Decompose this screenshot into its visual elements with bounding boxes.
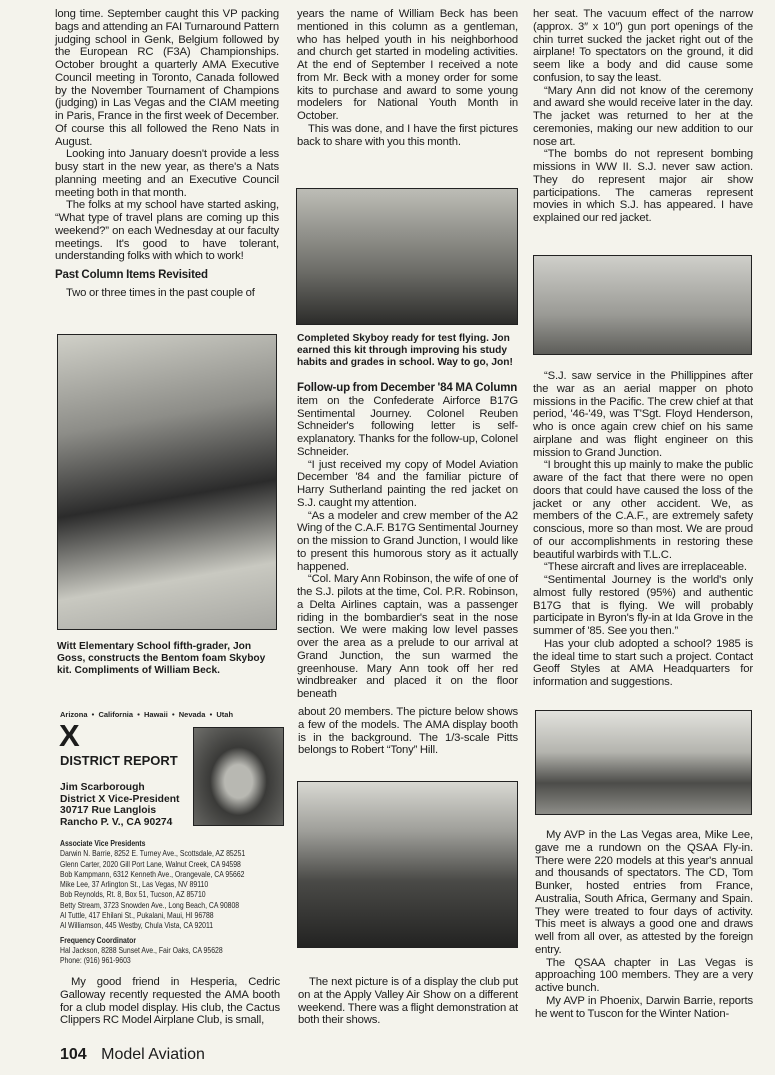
paragraph: Looking into January doesn't provide a less busy start in the new year, as there's a Nats planning meeting and an Executive Council meeting both in that month. [55,148,279,199]
paragraph: long time. September caught this VP packing bags and attending an FAI Turnaround Pattern judging school in Genk, Belgium followed by the European RC (F3A) Championships. October brought a quarterly AMA Executive Council meeting in Toronto, Canada followed by the November Tournament of Champions (judging) in Las Vegas and the CIAM meeting in Paris, France in the first week of December. Of course this all followed the Reno Nats in August. [55,8,279,148]
magazine-name: Model Aviation [101,1046,205,1063]
column-3-top-text [533,8,753,225]
photo-club-model-display [297,781,518,948]
column-3-bottom-text [535,829,753,1020]
paragraph: The folks at my school have started asking, “What type of travel plans are coming up this weekend?” on each Wednesday at our faculty meetings. It's good to have tolerant, understanding folks with which to work! [55,199,279,263]
paragraph: years the name of William Beck has been mentioned in this column as a gentleman, who has helped youth in his neighborhood and church get started in modeling activities. At the end of September I received a note from Mr. Beck with a money order for some kits to purchase and award to some young modelers for National Youth Month in October. [297,8,518,122]
caption-left-photo: Witt Elementary School fifth-grader, Jon Goss, constructs the Bentom foam Skyboy kit. Compliments of William Beck. [57,641,266,676]
paragraph: The next picture is of a display the club put on at the Apply Valley Air Show on a different weekend. There was a flight demonstration at both their shows. [298,976,518,1027]
avp-heading: Associate Vice Presidents [60,838,146,848]
avp-list [60,838,292,966]
paragraph: “Mary Ann did not know of the ceremony and award she would receive later in the day. The jacket was returned to her at the ceremonies, making our new addition to our nose art. [533,84,753,148]
vp-street: 30717 Rue Langlois [60,805,157,816]
paragraph: “As a modeler and crew member of the A2 Wing of the C.A.F. B17G Sentimental Journey on the mission to Grand Junction, I would like to present this humorous story as it actually happened. [297,509,518,573]
vp-title: District X Vice-President [60,793,180,805]
column-3-mid-text [533,370,753,689]
col2-followup-paragraphs [297,395,518,701]
photo-completed-skyboy [296,188,518,325]
column-1-bottom-text [60,976,280,1027]
col3-mid-paragraphs [533,370,753,689]
page-number: 104 [60,1046,87,1063]
column-2-bottom-text-a [298,706,518,757]
frequency-entries [60,945,292,966]
paragraph: My AVP in the Las Vegas area, Mike Lee, gave me a rundown on the QSAA Fly-in. There were 220 models at this year's annual and thousands of spectators. The CD, Tom Bunker, hosted entries from France, Australia, South Africa, Germany and Spain. They were treated to four days of activity. This meet is always a good one and draws well from all over, as attested by the foreign entry. [535,829,753,956]
paragraph: “These aircraft and lives are irreplaceable. [544,561,747,574]
address-line: Mike Lee, 37 Arlington St., Las Vegas, NV 89110 [60,879,209,890]
photo-apple-valley-air-show [535,710,752,815]
district-report-title: DISTRICT REPORT [60,753,178,768]
address-line: Betty Stream, 3723 Snowden Ave., Long Beach, CA 90808 [60,899,240,910]
paragraph: “Sentimental Journey is the world's only almost fully restored (95%) and authentic B17G that is flying. We will probably participate in Byron's fly-in at Ida Grove in the summer of '85. See you then.” [533,574,753,637]
paragraph: Has your club adopted a school? 1985 is the ideal time to start such a project. Contact Geoff Styles at AMA Headquarters for information and suggestions. [533,637,753,688]
column-2-top-text [297,8,518,148]
col3-paragraphs [533,8,753,225]
paragraph: “S.J. saw service in the Phillippines after the war as an aerial mapper on photo missions in the Pacific. The crew chief at that period, '46-'49, was T'Sgt. Floyd Henderson, who is once again crew chief on his same airplane and was flight engineer on this mission to Grand Junction. [533,370,753,459]
address-line: Bob Reynolds, Rt. 8, Box 51, Tucson, AZ 85710 [60,889,206,900]
avp-entries [60,848,292,930]
col2-paragraphs [297,8,518,148]
frequency-heading: Frequency Coordinator [60,934,137,945]
address-line: Al Tuttle, 417 Ehilani St., Pukalani, Maui, HI 96788 [60,910,214,921]
photo-b17-sentimental-journey [533,255,752,355]
paragraph: “I brought this up mainly to make the public aware of the fact that there were no open doors that could have caused the loss of the jacket or any other accident. We, as members of the C.A.F., are extremely safety conscious, more so than most. We are proud of our accomplishments in restoring these beautiful warbirds with T.L.C. [533,459,753,561]
paragraph: Two or three times in the past couple of [66,286,255,299]
section-heading-past-column: Past Column Items Revisited [55,269,208,281]
photo-jim-scarborough [193,727,284,826]
paragraph: “Col. Mary Ann Robinson, the wife of one of the S.J. pilots at the time, Col. P.R. Robinson, a Delta Airlines captain, was a passenger riding in the bombardier's seat in the nose section. We were making low level passes over the area as a prelude to our arrival at Grand Junction, the sun warmed the greenhouse. Mary Ann took off her red windbreaker and placed it on the floor beneath [297,573,518,700]
paragraph: The QSAA chapter in Las Vegas is approaching 100 members. They are a very active bunch. [535,956,753,994]
address-line: Glenn Carter, 2020 Gill Port Lane, Walnut Creek, CA 94598 [60,858,241,869]
photo-boy-building-skyboy [57,334,277,630]
address-line: Bob Kampmann, 6312 Kenneth Ave., Orangevale, CA 95662 [60,868,245,879]
address-line: Darwin N. Barrie, 8252 E. Turney Ave., Scottsdale, AZ 85251 [60,848,246,859]
caption-middle-photo: Completed Skyboy ready for test flying. Jon earned this kit through improving his study habits and grades in school. Way to go, Jon! [297,333,513,368]
address-line: Hal Jackson, 8288 Sunset Ave., Fair Oaks, CA 95628 [60,944,223,955]
address-line: Al Williamson, 445 Westby, Chula Vista, CA 92011 [60,920,214,931]
paragraph: My good friend in Hesperia, Cedric Galloway recently requested the AMA booth for a club model display. His club, the Cactus Clippers RC Model Airplane Club, is small, [60,976,280,1027]
paragraph: her seat. The vacuum effect of the narrow (approx. 3″ x 10″) gun port openings of the chin turret sucked the jacket right out of the airplane! To spectators on the ground, it did seem like a body and did cause some confusion, to say the least. [533,8,753,84]
district-numeral: X [59,718,80,753]
col3-bottom-paragraphs [535,829,753,1020]
column-1-top-text [55,8,279,300]
vp-city: Rancho P. V., CA 90274 [60,816,173,828]
col1-paragraphs [55,8,279,263]
vp-name: Jim Scarborough [60,782,145,793]
column-2-bottom-text-b [298,976,518,1027]
paragraph: about 20 members. The picture below shows a few of the models. The AMA display booth is in the background. The 1/3-scale Pitts belongs to Robert “Tony” Hill. [298,706,518,757]
address-line: Phone: (916) 961-9603 [60,955,131,966]
page-footer [60,1046,205,1064]
paragraph: item on the Confederate Airforce B17G Sentimental Journey. Colonel Reuben Schneider's following letter is self-explanatory. Thanks for the follow-up, Colonel Schneider. [297,394,518,458]
district-contact [60,782,179,828]
paragraph: “The bombs do not represent bombing missions in WW II. S.J. never saw action. They do represent major air show participations. The cameras represent movies in which S.J. has appeared. I have explained our red jacket. [533,148,753,224]
paragraph: “I just received my copy of Model Aviation December '84 and the familiar picture of Harry Sutherland painting the red jacket on S.J. caught my attention. [297,458,518,509]
paragraph: My AVP in Phoenix, Darwin Barrie, reports he went to Tuscon for the Winter Nation- [535,994,753,1020]
paragraph: This was done, and I have the first pictures back to share with you this month. [297,122,518,148]
section-heading-followup: Follow-up from December '84 MA Column [297,382,518,394]
district-states: Arizona • California • Hawaii • Nevada • Utah [60,710,234,719]
column-2-followup-text [297,382,518,701]
